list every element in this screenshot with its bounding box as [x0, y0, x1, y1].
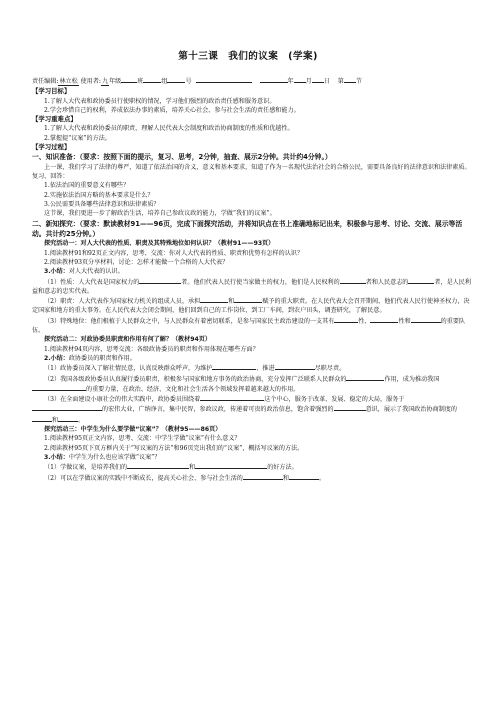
fill-blank[interactable] — [243, 473, 283, 480]
activity-2-role-2 — [32, 374, 472, 395]
year-blank[interactable] — [260, 76, 288, 83]
fill-blank[interactable] — [195, 462, 267, 469]
activity-1-status — [32, 316, 472, 336]
class-blank[interactable] — [121, 76, 137, 83]
text-span: （1）学做议案，是培养我们的 — [44, 464, 128, 472]
activity-2-role-3 — [32, 394, 472, 425]
key-point-2: 2.掌握提“议案”的方法。 — [44, 134, 111, 142]
text-span: 和 — [282, 474, 289, 482]
group-label: 组 — [161, 78, 168, 85]
text-span: 者。他们代表人民行使当家做主的权力，他们是人民权利的 — [181, 278, 340, 286]
section-1-intro: 上一课，我们学习了法律的尊严，知道了依法治国的含义、意义和基本要求，知道了作为一名现代法治社会的合格公民，需要具备良好的法律意识和法律素质。复习、回答： — [32, 163, 471, 181]
text-span: 者，是人民利益和意志的忠实代表。 — [32, 278, 471, 295]
activity-2-summary — [32, 354, 472, 363]
activity-3-question-2: 2.阅读教材95页下页方框内关于“写议案的方法”和96页完出我们的“议案”，概括写议案的方法。 — [44, 444, 304, 452]
grade-label: 年级 — [109, 78, 122, 85]
fill-blank[interactable] — [340, 277, 366, 284]
fill-blank[interactable] — [127, 462, 189, 469]
text-span: （1）性质：人大代表是国家权力的 — [44, 278, 140, 286]
fill-blank[interactable] — [139, 277, 181, 284]
activity-2-heading: 探究活动二：对政协委员职责和作用有何了解？（教材94页） — [44, 336, 211, 344]
text-span: （2）可以在学做议案的实践中不断成长，提高关心社会、参与社会生活的 — [44, 474, 243, 482]
goal-item-1: 1.了解人大代表和政协委员行使职权的情况，学习他们强烈的政治责任感和服务意识。 — [44, 97, 276, 105]
summary-text: 中学生为什么也应该学做“议案”？ — [68, 453, 161, 461]
fill-blank[interactable] — [346, 374, 384, 381]
review-question-3: 3.公民需要具备哪些法律意识和法律素质？ — [44, 200, 160, 208]
text-span: 。 — [78, 416, 85, 424]
fill-blank[interactable] — [334, 404, 366, 411]
fill-blank[interactable] — [275, 363, 315, 370]
page-title: 第十三课 我们的议案 (学案) — [178, 51, 318, 62]
fill-blank[interactable] — [58, 415, 78, 422]
summary-label: 3.小结： — [44, 453, 69, 461]
key-point-1: 1.了解人大代表和政协委员的职责，理解人民代表大会制度和政治协商制度的性质和优越性。 — [44, 125, 294, 133]
activity-1-heading: 探究活动一：对人大代表的性质、职责及其特殊地位如何认识？（教材91——93页） — [44, 240, 275, 248]
fill-blank[interactable] — [32, 415, 52, 422]
text-span: 和 — [228, 298, 235, 306]
period-blank[interactable] — [344, 76, 356, 83]
year-label: 年 — [287, 78, 294, 85]
summary-label: 3.小结： — [44, 268, 69, 276]
review-question-1: 1.依法治国的重要意义有哪些？ — [44, 182, 130, 190]
review-question-2: 2.实施依法治国方略的基本要求是什么？ — [44, 191, 154, 199]
summary-text: 政协委员的职责和作用。 — [68, 354, 136, 362]
fill-blank[interactable] — [408, 277, 434, 284]
fill-blank[interactable] — [289, 473, 319, 480]
fill-blank[interactable] — [370, 316, 398, 323]
summary-text: 对人大代表的认识。 — [68, 268, 124, 276]
header-meta-line — [32, 76, 472, 86]
fill-blank[interactable] — [334, 316, 358, 323]
text-span: 尽职尽责。 — [314, 365, 346, 373]
summary-label: 2.小结： — [44, 354, 69, 362]
fill-blank[interactable] — [32, 384, 86, 391]
grade-value: 九 — [102, 78, 109, 85]
text-span: （2）我国各级政协委员认真履行委员职责，积极参与国家和地方事务的政治协商，充分发挥广泛联系人民群众的 — [44, 375, 347, 383]
activity-3-point-1 — [32, 462, 472, 472]
text-span: 性和 — [398, 317, 411, 325]
goals-heading: 【学习目标】 — [32, 87, 71, 96]
editor-name: 林立松 — [59, 78, 78, 85]
text-span: 、推进 — [256, 365, 275, 373]
period-end-label: 节 — [355, 78, 362, 85]
name-blank[interactable] — [196, 76, 252, 83]
text-span: 这个中心，服务于改革、发展、稳定的大局，服务于 — [264, 396, 405, 404]
activity-3-summary — [32, 453, 472, 462]
activity-3-point-2 — [32, 473, 472, 483]
month-label: 月 — [305, 78, 312, 85]
section-1-heading: 一、知识准备：（要求：按照下面的提示，复习、思考，2分钟，抽查、展示2分钟。共计约4分钟。） — [32, 153, 332, 162]
activity-1-question-2: 2.阅读教材93页分享材料，讨论：怎样才能做一个合格的人大代表？ — [44, 258, 229, 266]
text-span: 者和人民意志的 — [365, 278, 409, 286]
number-blank[interactable] — [167, 76, 185, 83]
text-span: 的好方法。 — [267, 464, 298, 472]
text-span: 性、 — [358, 317, 371, 325]
text-span: 和 — [189, 464, 196, 472]
fill-blank[interactable] — [200, 296, 228, 303]
activity-2-role-1 — [32, 363, 472, 373]
activity-1-question-1: 1.阅读教材91和92页正文内容，思考、交流：你对人大代表的性质、职责和优势有怎样的认识？ — [44, 249, 303, 257]
activity-1-nature — [32, 277, 472, 297]
section-2-heading: 二、新知探究：（要求：默读教材91——96页，完成下面探究活动，并将知识点在书上准确地标记出来，积极参与思考、讨论、交流、展示等活动。共计约25分钟。） — [32, 219, 463, 238]
text-span: 意识，展示了我国政治协商制度的 — [365, 406, 457, 414]
key-points-heading: 【学习重难点】 — [32, 115, 77, 124]
fill-blank[interactable] — [32, 404, 102, 411]
text-span: 和 — [52, 416, 59, 424]
group-blank[interactable] — [143, 76, 161, 83]
activity-3-question-1: 1.阅读教材95页正文内容，思考、交流：中学生学做“议案”有什么意义？ — [44, 435, 241, 443]
text-span: 的重要队伍。 — [32, 317, 466, 335]
text-span: 的重要力量，在政治、经济、文化和社会生活各个领域发挥着越来越大的作用。 — [86, 385, 300, 393]
editor-label: 责任编辑: — [32, 78, 59, 85]
text-span: （2）职责：人大代表作为国家权力机关的组成人员，承担 — [44, 298, 201, 306]
fill-blank[interactable] — [411, 316, 441, 323]
activity-2-question-1: 1.阅读教材94页内容，思考交流：各级政协委员的职责和作用体现在哪些方面？ — [44, 345, 259, 353]
number-label: 号 — [185, 78, 192, 85]
fill-blank[interactable] — [212, 363, 256, 370]
process-heading: 【学习过程】 — [32, 143, 71, 152]
text-span: 作用，成为推动我国 — [384, 375, 440, 383]
day-label: 日 — [323, 78, 330, 85]
section-1-transition: 这节课，我们更进一步了解政治生活，培养自己参政议政的能力，学做“我们的议案”。 — [44, 210, 276, 218]
text-span: 赋予的重大职责。在人民代表大会召开期间，他们代表人民行使神圣权力，决定国家和地方的重大事务。在人民代表大会闭会期间，他们回到自己的工作岗位，到工厂车间，到农户田头，调查研究，了解民意。 — [32, 298, 470, 315]
text-span: （3）在全面建设小康社会的伟大实践中，政协委员围绕着 — [44, 396, 201, 404]
text-span: （1）政协委员深入了解社情民意，认真反映群众呼声，为维护 — [44, 365, 213, 373]
activity-3-heading: 探究活动三：中学生为什么要学做“议案”？（教材95——86页） — [44, 426, 222, 434]
activity-1-summary — [32, 267, 472, 276]
class-label: 班 — [137, 78, 144, 85]
user-label: 使用者: — [80, 78, 101, 85]
text-span: （3）特殊地位：他们根植于人民群众之中，与人民群众有着密切联系，是参与国家民主政治建设的一支其有 — [44, 317, 335, 325]
day-blank[interactable] — [312, 76, 324, 83]
month-blank[interactable] — [294, 76, 306, 83]
activity-1-duty — [32, 296, 472, 316]
worksheet-body — [32, 76, 472, 483]
period-label: 第 — [337, 78, 344, 85]
fill-blank[interactable] — [200, 394, 264, 401]
text-span: 。 — [318, 474, 326, 482]
text-span: 的宏伟大业，广纳诤言，集中民智，参政议政，传递着可贵的政治信息，饱含着强烈的 — [102, 406, 334, 414]
fill-blank[interactable] — [234, 296, 262, 303]
goal-item-2: 2.学会珍惜自己的权利，养成依法办事的素质，培养关心社会、参与社会生活的责任感和能力。 — [44, 106, 300, 114]
